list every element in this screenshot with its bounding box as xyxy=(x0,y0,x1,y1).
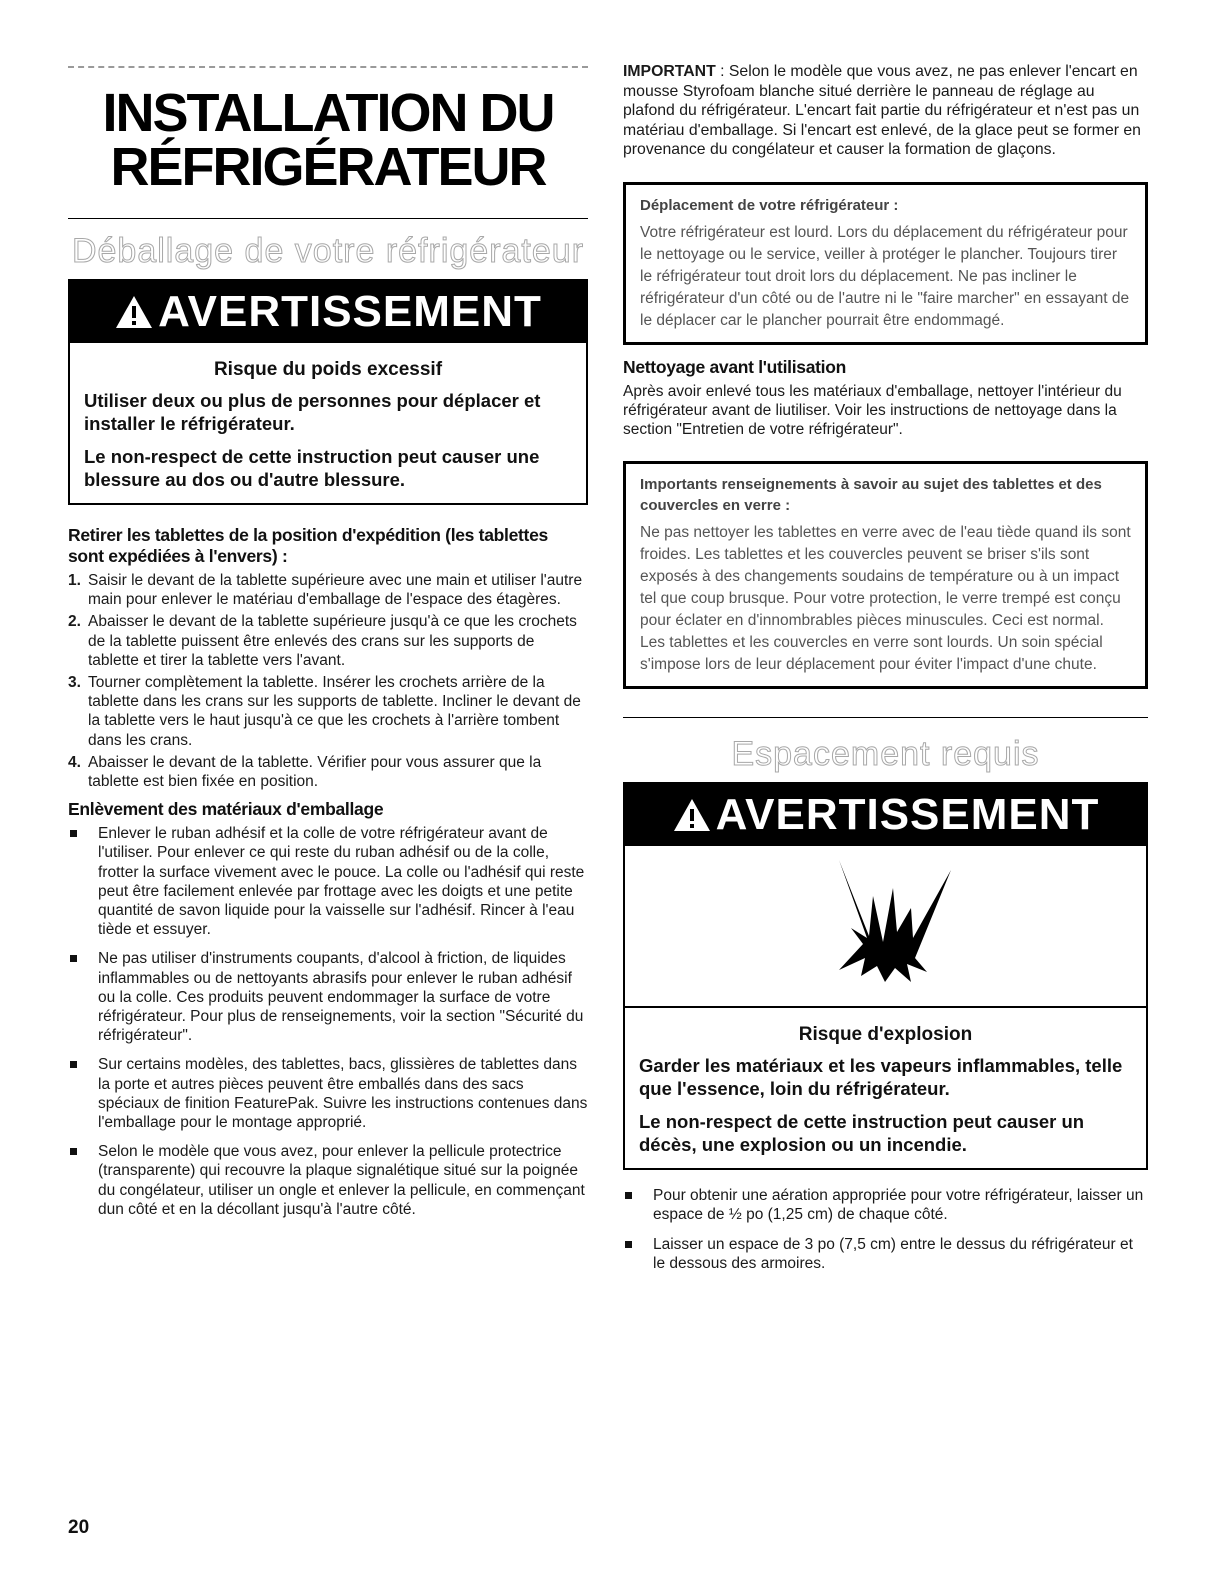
clearance-bullets xyxy=(623,1186,1148,1273)
step-text: Abaisser le devant de la tablette. Vérifier pour vous assurer que la tablette est bien fixée en position. xyxy=(88,753,542,791)
warning-banner xyxy=(625,784,1146,846)
cleaning-heading: Nettoyage avant l'utilisation xyxy=(623,356,847,377)
section-divider xyxy=(623,717,1148,718)
step-text: Tourner complètement la tablette. Insérer les crochets arrière de la tablette dans les crans sur les supports de tablette. Incliner le devant de la tablette vers le haut jusqu'à ce que les crochets à l'arrière tombent dans les crans. xyxy=(88,674,581,749)
section-divider xyxy=(68,218,588,219)
shelf-steps-list xyxy=(68,571,588,791)
important-label: IMPORTANT xyxy=(623,63,716,80)
packing-bullets xyxy=(68,824,588,1219)
top-dashed-rule xyxy=(68,66,588,68)
warning-banner-label: AVERTISSEMENT xyxy=(158,287,542,336)
bullet-text: Pour obtenir une aération appropriée pour votre réfrigérateur, laisser un espace de ½ po (1,25 cm) de chaque côté. xyxy=(653,1187,1144,1224)
moving-note-title: Déplacement de votre réfrigérateur : xyxy=(640,196,899,214)
moving-note-text: Votre réfrigérateur est lourd. Lors du déplacement du réfrigérateur pour le nettoyage ou le service, veiller à protéger le plancher. Toujours tirer le réfrigérateur tout droit lors du déplacement. Ne pas incliner le réfrigérateur d'un côté ou de l'autre ni le "faire marcher" en essayant de le déplacer car le plancher pourrait être endommagé. xyxy=(640,223,1130,329)
bullet-text: Enlever le ruban adhésif et la colle de votre réfrigérateur avant de l'utiliser. Pour enlever ce qui reste du ruban adhésif ou de la colle, frotter la surface vivement avec le pouce. La colle ou l'adhésif qui reste peut être facilement enlevée par frottage avec les doigts et une petite quantité de savon liquide pour la vaisselle sur l'adhésif. Rincer à l'eau tiède et essuyer. xyxy=(98,825,585,939)
bullet-square-icon xyxy=(70,955,77,962)
warning-consequence: Le non-respect de cette instruction peut causer une blessure au dos ou d'autre blessure. xyxy=(84,446,540,490)
weight-warning-box xyxy=(68,279,588,505)
packing-heading: Enlèvement des matériaux d'emballage xyxy=(68,799,384,820)
bullet-square-icon xyxy=(70,1148,77,1155)
list-item xyxy=(68,571,588,609)
glass-note-text: Ne pas nettoyer les tablettes en verre avec de l'eau tiède quand ils sont froides. Les tablettes et les couvercles peuvent se briser s'ils sont exposés à des changements soudains de température ou à un impact tel que coup brusque. Pour votre protection, le verre trempé est conçu pour éclater en d'innombrables pièces minuscules. Ceci est normal. Les tablettes et les couvercles en verre sont lourds. Un soin spécial s'impose lors de leur déplacement pour éviter l'impact d'une chute. xyxy=(640,524,1131,674)
bullet-text: Sur certains modèles, des tablettes, bacs, glissières de tablettes dans la porte et autres pièces peuvent être emballés dans des sacs spéciaux de finition FeaturePak. Suivre les instructions contenues dans l'emballage pour le montage approprié. xyxy=(98,1056,588,1132)
step-number: 3. xyxy=(68,674,81,692)
step-number: 4. xyxy=(68,753,81,771)
warning-consequence: Le non-respect de cette instruction peut causer un décès, une explosion ou un incendie. xyxy=(639,1111,1085,1156)
glass-note-title: Importants renseignements à savoir au sujet des tablettes et des couvercles en verre : xyxy=(640,476,1102,515)
list-item xyxy=(68,949,588,1045)
page-number: 20 xyxy=(68,1517,90,1538)
warning-risk: Risque d'explosion xyxy=(798,1024,973,1046)
explosion-graphic xyxy=(625,846,1146,1006)
bullet-text: Selon le modèle que vous avez, pour enlever la pellicule protectrice (transparente) qui recouvre la plaque signalétique situé sur la poignée du congélateur, utiliser un ongle et enlever la pellicule, en commençant dun côté et en la décollant jusqu'à l'autre côté. xyxy=(98,1143,585,1218)
section-heading-unpacking: Déballage de votre réfrigérateur xyxy=(71,232,585,270)
shelves-heading: Retirer les tablettes de la position d'expédition (les tablettes sont expédiées à l'envers) : xyxy=(68,525,548,566)
list-item xyxy=(623,1235,1148,1273)
glass-note-box xyxy=(623,461,1148,689)
important-text: : Selon le modèle que vous avez, ne pas enlever l'encart en mousse Styrofoam blanche situé derrière le panneau de réglage au plafond du réfrigérateur. L'encart fait partie du réfrigérateur et n'est pas un matériau d'emballage. Si l'encart est enlevé, de la glace peut se former en provenance du congélateur et causer la formation de glaçons. xyxy=(623,63,1141,158)
list-item xyxy=(68,1142,588,1219)
step-text: Saisir le devant de la tablette supérieure avec une main et utiliser l'autre main pour enlever le matériau d'emballage de l'espace des étagères. xyxy=(88,572,583,609)
warning-triangle-icon xyxy=(672,797,712,833)
list-item xyxy=(68,612,588,670)
important-paragraph xyxy=(623,62,1148,160)
title-line-1: INSTALLATION DU xyxy=(102,83,554,143)
cleaning-text: Après avoir enlevé tous les matériaux d'emballage, nettoyer l'intérieur du réfrigérateur avant de liutiliser. Voir les instructions de nettoyage dans la section "Entretien de votre réfrigérateur". xyxy=(623,382,1122,438)
page-title xyxy=(68,83,588,197)
title-line-2: RÉFRIGÉRATEUR xyxy=(110,137,546,197)
step-number: 2. xyxy=(68,613,81,631)
warning-instruction: Utiliser deux ou plus de personnes pour déplacer et installer le réfrigérateur. xyxy=(84,390,541,434)
bullet-text: Laisser un espace de 3 po (7,5 cm) entre le dessus du réfrigérateur et le dessous des armoires. xyxy=(653,1235,1133,1272)
left-column xyxy=(68,60,588,1229)
step-text: Abaisser le devant de la tablette supérieure jusqu'à ce que les crochets de la tablette puissent être enlevés des crans sur les supports de tablette et tirer la tablette vers l'avant. xyxy=(88,613,577,669)
section-heading-clearance: Espacement requis xyxy=(731,735,1040,774)
warning-banner-label: AVERTISSEMENT xyxy=(715,790,1100,840)
list-item xyxy=(623,1186,1148,1224)
bullet-text: Ne pas utiliser d'instruments coupants, d'alcool à friction, de liquides inflammables ou de nettoyants abrasifs pour enlever le ruban adhésif ou la colle. Ces produits peuvent endommager la surface de votre réfrigérateur. Pour plus de renseignements, voir la section "Sécurité du réfrigérateur". xyxy=(98,950,584,1045)
explosion-icon xyxy=(811,858,961,988)
warning-triangle-icon xyxy=(114,294,154,330)
list-item xyxy=(68,673,588,750)
right-column xyxy=(623,62,1148,1283)
step-number: 1. xyxy=(68,572,81,589)
warning-instruction: Garder les matériaux et les vapeurs inflammables, telle que l'essence, loin du réfrigérateur. xyxy=(639,1055,1123,1100)
bullet-square-icon xyxy=(70,830,77,837)
list-item xyxy=(68,753,588,791)
list-item xyxy=(68,824,588,939)
warning-risk: Risque du poids excessif xyxy=(213,359,443,380)
explosion-warning-box xyxy=(623,782,1148,1170)
list-item xyxy=(68,1055,588,1132)
bullet-square-icon xyxy=(625,1192,632,1199)
moving-note-box xyxy=(623,182,1148,345)
bullet-square-icon xyxy=(70,1061,77,1068)
warning-banner xyxy=(70,281,586,343)
bullet-square-icon xyxy=(625,1241,632,1248)
